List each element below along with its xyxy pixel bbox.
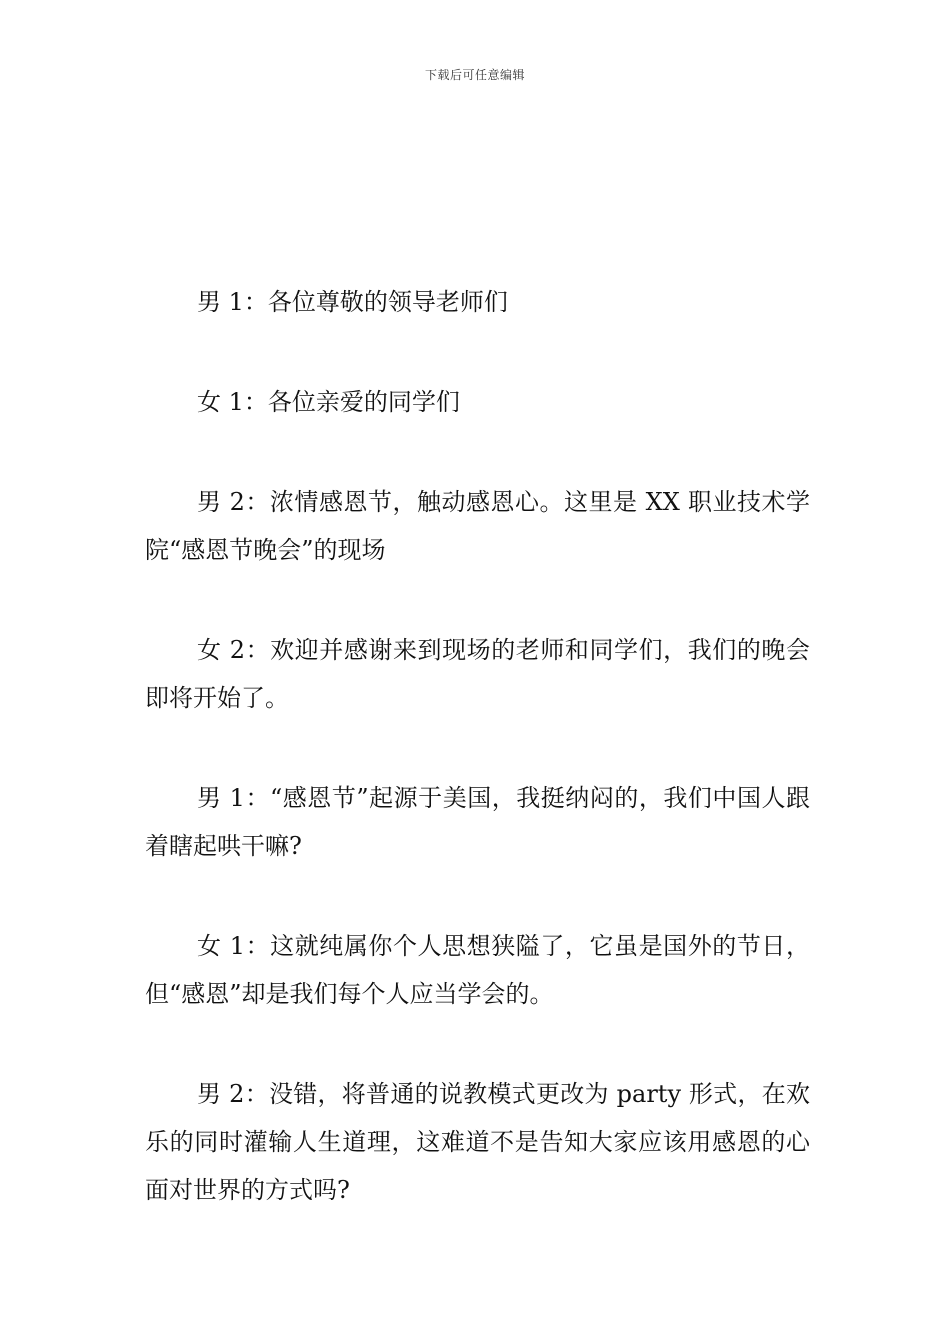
script-line-6: 女 1：这就纯属你个人思想狭隘了，它虽是国外的节日，但“感恩”却是我们每个人应当学会的。 — [145, 932, 810, 1008]
header-note: 下载后可任意编辑 — [424, 68, 525, 82]
script-line-7: 男 2：没错，将普通的说教模式更改为 party 形式，在欢乐的同时灌输人生道理，这难道不是告知大家应该用感恩的心面对世界的方式吗? — [145, 1080, 810, 1204]
script-body — [145, 278, 810, 1266]
script-line-1: 男 1：各位尊敬的领导老师们 — [197, 288, 508, 316]
script-line-3: 男 2：浓情感恩节，触动感恩心。这里是 XX 职业技术学院“感恩节晚会”的现场 — [145, 488, 810, 564]
script-line-5: 男 1：“感恩节”起源于美国，我挺纳闷的，我们中国人跟着瞎起哄干嘛? — [145, 784, 810, 860]
script-line-2: 女 1：各位亲爱的同学们 — [197, 388, 460, 416]
script-line-4: 女 2：欢迎并感谢来到现场的老师和同学们，我们的晚会即将开始了。 — [145, 636, 810, 712]
